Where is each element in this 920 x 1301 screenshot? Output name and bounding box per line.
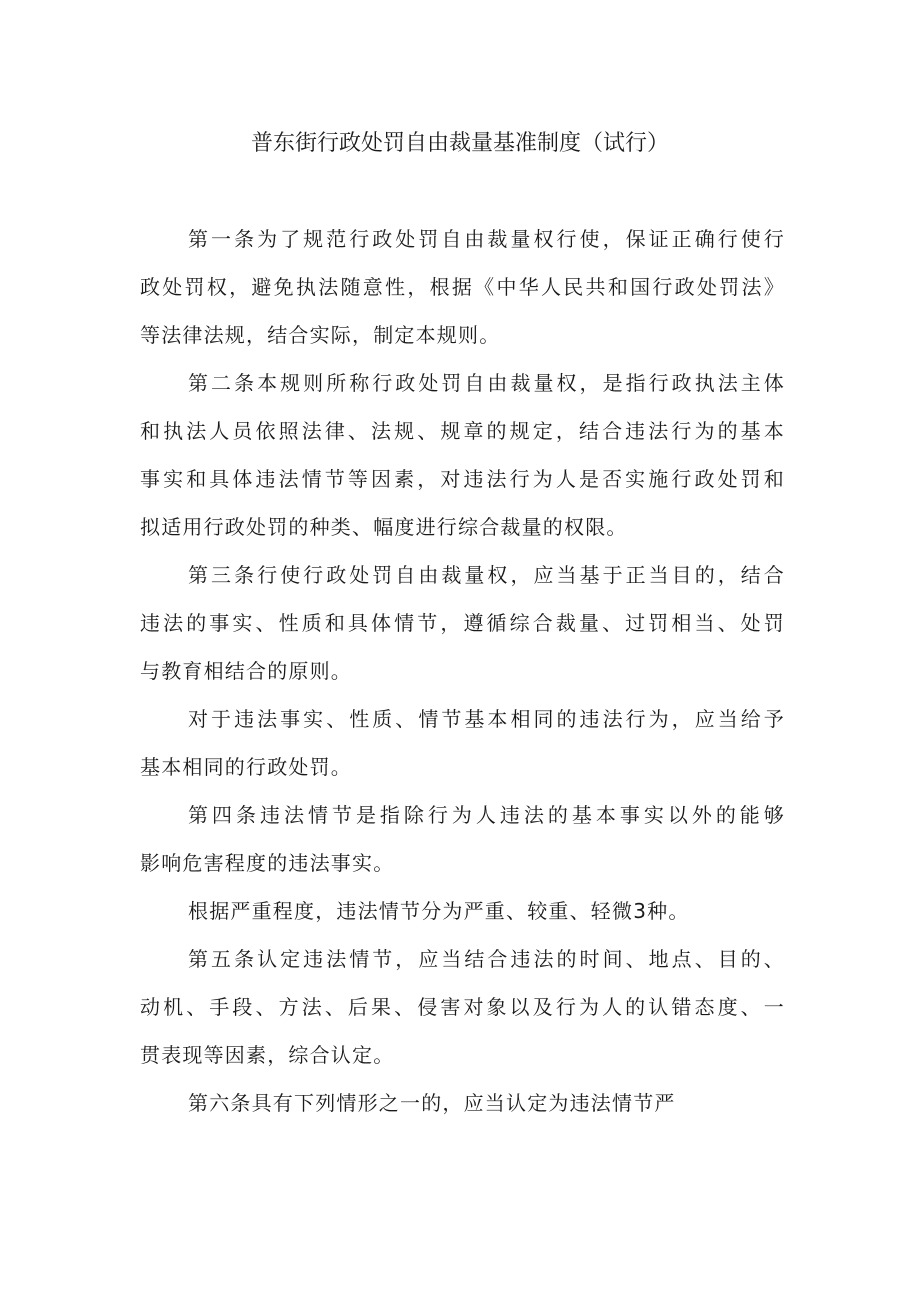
paragraph <box>140 935 785 1079</box>
paragraph-line: 与教育相结合的原则。 <box>140 659 352 683</box>
paragraph-line: 贯表现等因素，综合认定。 <box>140 1043 395 1067</box>
paragraph-line: 根据严重程度，违法情节分为严重、较重、轻微3种。 <box>188 899 690 923</box>
paragraph-line: 第三条行使行政处罚自由裁量权，应当基于正当目的，结合 <box>188 563 785 587</box>
paragraph-line: 拟适用行政处罚的种类、幅度进行综合裁量的权限。 <box>140 515 628 539</box>
document-body <box>140 215 785 1127</box>
paragraph-line: 政处罚权，避免执法随意性，根据《中华人民共和国行政处罚法》 <box>140 275 785 299</box>
document-title: 普东街行政处罚自由裁量基准制度（试行） <box>250 131 669 156</box>
paragraph-line: 和执法人员依照法律、法规、规章的规定，结合违法行为的基本 <box>140 419 785 443</box>
paragraph <box>140 791 785 887</box>
paragraph-line: 事实和具体违法情节等因素，对违法行为人是否实施行政处罚和 <box>140 467 785 491</box>
paragraph <box>140 887 785 935</box>
paragraph-line: 违法的事实、性质和具体情节，遵循综合裁量、过罚相当、处罚 <box>140 611 785 635</box>
paragraph-line: 第五条认定违法情节，应当结合违法的时间、地点、目的、 <box>188 947 785 971</box>
paragraph-line: 第四条违法情节是指除行为人违法的基本事实以外的能够 <box>188 803 785 827</box>
paragraph-line: 基本相同的行政处罚。 <box>140 755 352 779</box>
paragraph-line: 第二条本规则所称行政处罚自由裁量权，是指行政执法主体 <box>188 371 785 395</box>
paragraph <box>140 695 785 791</box>
paragraph-line: 等法律法规，结合实际，制定本规则。 <box>140 323 501 347</box>
paragraph-line: 第一条为了规范行政处罚自由裁量权行使，保证正确行使行 <box>188 227 785 251</box>
paragraph <box>140 359 785 551</box>
paragraph <box>140 215 785 359</box>
paragraph-line: 动机、手段、方法、后果、侵害对象以及行为人的认错态度、一 <box>140 995 785 1019</box>
paragraph <box>140 551 785 695</box>
paragraph-line: 第六条具有下列情形之一的，应当认定为违法情节严 <box>188 1091 676 1115</box>
paragraph <box>140 1079 785 1127</box>
paragraph-line: 影响危害程度的违法事实。 <box>140 851 395 875</box>
paragraph-line: 对于违法事实、性质、情节基本相同的违法行为，应当给予 <box>188 707 785 731</box>
